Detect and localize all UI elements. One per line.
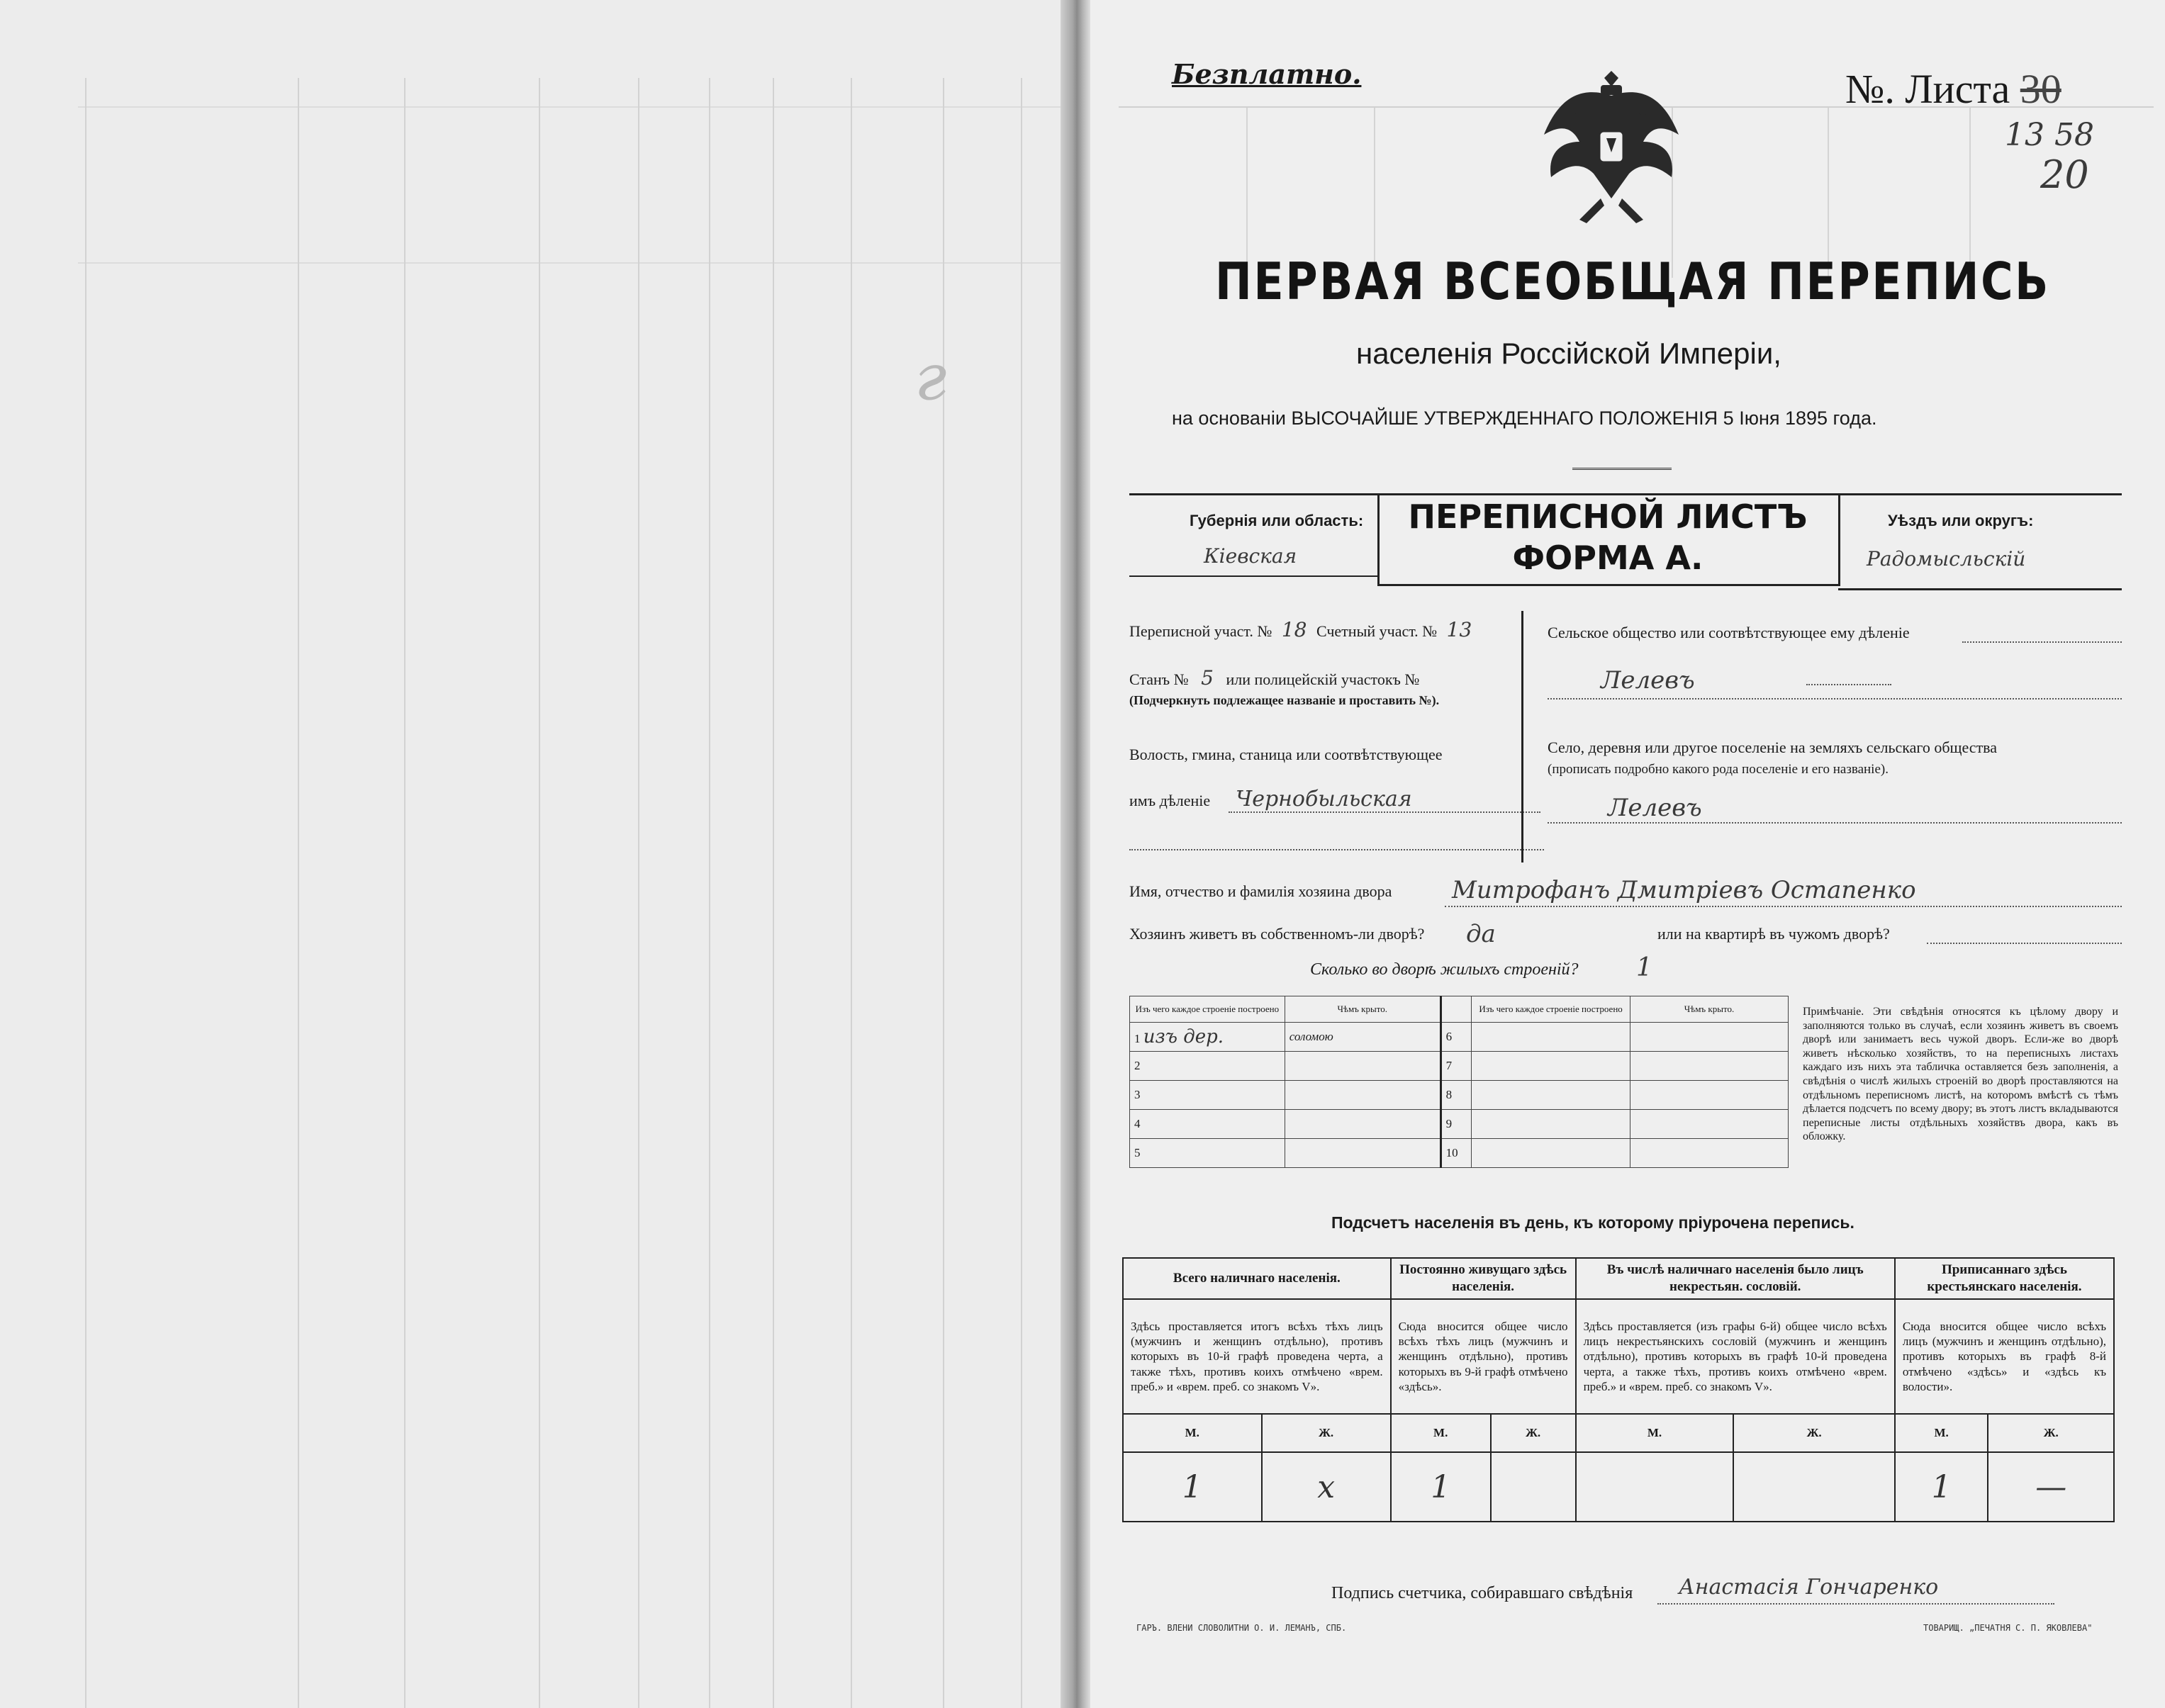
buildings-row: 2 7 xyxy=(1130,1052,1789,1081)
volost-value: Чернобыльская xyxy=(1236,787,1412,811)
ornament-divider xyxy=(1572,468,1672,477)
population-desc-non-peasant: Здѣсь проставляется (изъ графы 6-й) общее число всѣхъ лицъ некрестьянскихъ сословій (мужчинъ и женщинъ отдѣльно), противъ которыхъ въ графѣ 10-й проведена черта, а также тѣхъ, противъ коихъ отмѣчено «врем. преб.» и «врем. преб. со знакомъ V». xyxy=(1576,1299,1895,1414)
building-material: изъ дер. xyxy=(1143,1026,1224,1047)
double-headed-eagle-emblem xyxy=(1530,57,1693,227)
sheet-number-label: №. Листа xyxy=(1845,66,2010,112)
rural-society-label: Сельское общество или соотвѣтствующее ему дѣленіе xyxy=(1548,624,1910,641)
form-title xyxy=(1377,496,1838,578)
province-value: Кіевская xyxy=(1204,544,1297,568)
buildings-row: 1 изъ дер. соломою 6 xyxy=(1130,1023,1789,1052)
count-area-value: 13 xyxy=(1446,618,1472,641)
sex-label-m: М. xyxy=(1391,1414,1491,1452)
owner-value: Митрофанъ Дмитріевъ Остапенко xyxy=(1452,876,1916,904)
total-female-count: х xyxy=(1262,1452,1391,1522)
buildings-row: 5 10 xyxy=(1130,1139,1789,1168)
total-male-count: 1 xyxy=(1123,1452,1262,1522)
buildings-label: Сколько во дворѣ жилыхъ строеній? xyxy=(1310,960,1579,979)
census-area-field: Переписной участ. № 18 Счетный участ. № 13 xyxy=(1129,618,1472,641)
sex-label-f: Ж. xyxy=(1733,1414,1894,1452)
buildings-note: Примѣчаніе. Эти свѣдѣнія относятся къ цѣлому двору и заполняются только въ случаѣ, если хозяинъ живетъ въ своемъ дворѣ или занимаетъ весь чужой дворъ. Если-же во дворѣ живетъ нѣсколько хозяйствъ, то на переписныхъ листахъ каждаго изъ нихъ эта табличка оставляется безъ заполненія, а свѣдѣнія о числѣ жилыхъ строеній во дворѣ проставляются на отдѣльномъ переписномъ листѣ, на которомъ вмѣстѣ съ тѣмъ дѣлается подсчетъ по всему двору; въ этотъ листъ вкладываются переписные листы отдѣльныхъ хозяйствъ двора, какъ въ обложку. xyxy=(1803,1006,2118,1143)
buildings-row: 4 9 xyxy=(1130,1110,1789,1139)
signature-label: Подпись счетчика, собиравшаго свѣдѣнія xyxy=(1331,1584,1633,1602)
faint-mark: г xyxy=(914,340,947,415)
rents-label: или на квартирѣ въ чужомъ дворѣ? xyxy=(1657,925,1890,943)
census-subtitle: населенія Россійской Имперіи, xyxy=(1356,337,1781,370)
left-page xyxy=(0,0,1061,1708)
bleed-through-grid xyxy=(0,0,1061,1708)
population-table xyxy=(1122,1257,2115,1522)
population-col-non-peasant: Въ числѣ наличнаго населенія было лицъ некрестьян. сословій. xyxy=(1576,1258,1895,1299)
buildings-col-roof: Чѣмъ крыто. xyxy=(1285,996,1440,1023)
population-desc-permanent: Сюда вносится общее число всѣхъ тѣхъ лицъ (мужчинъ и женщинъ отдѣльно), противъ которыхъ въ 9-й графѣ отмѣчено «здѣсь». xyxy=(1391,1299,1576,1414)
rural-society-value: Лелевъ xyxy=(1601,666,1695,695)
census-legal-basis: на основаніи ВЫСОЧАЙШЕ УТВЕРЖДЕННАГО ПОЛОЖЕНІЯ 5 Іюня 1895 года. xyxy=(1172,408,1877,429)
population-desc-total: Здѣсь проставляется итогъ всѣхъ тѣхъ лицъ (мужчинъ и женщинъ отдѣльно), противъ которыхъ въ 10-й графѣ проведена черта, а также тѣхъ, противъ коихъ отмѣчено «врем. преб.» и «врем. преб. со знакомъ V». xyxy=(1123,1299,1391,1414)
registered-male-count: 1 xyxy=(1895,1452,1988,1522)
sex-label-f: Ж. xyxy=(1988,1414,2114,1452)
signature-value: Анастасія Гончаренко xyxy=(1679,1575,1939,1600)
buildings-col-built: Изъ чего каждое строеніе построено xyxy=(1130,996,1285,1023)
book-spine xyxy=(1061,0,1090,1708)
buildings-col-roof-2: Чѣмъ крыто. xyxy=(1630,996,1788,1023)
village-label: Село, деревня или другое поселеніе на земляхъ сельскаго общества xyxy=(1548,738,1998,756)
buildings-value: 1 xyxy=(1636,953,1652,982)
population-title: Подсчетъ населенія въ день, къ которому пріурочена перепись. xyxy=(1331,1213,1854,1232)
printer-footer-right: ТОВАРИЩ. „ПЕЧАТНЯ С. П. ЯКОВЛЕВА" xyxy=(1923,1623,2093,1633)
sex-label-f: Ж. xyxy=(1262,1414,1391,1452)
building-roof: соломою xyxy=(1285,1023,1440,1052)
sex-label-m: М. xyxy=(1895,1414,1988,1452)
lives-value: да xyxy=(1466,920,1496,948)
population-col-total: Всего наличнаго населенія. xyxy=(1123,1258,1391,1299)
right-page xyxy=(1090,0,2165,1708)
handwritten-sheet-number-1: 13 58 xyxy=(2005,117,2094,153)
census-title: ПЕРВАЯ ВСЕОБЩАЯ ПЕРЕПИСЬ xyxy=(1215,252,2050,311)
village-value: Лелевъ xyxy=(1608,794,1702,822)
permanent-female-count xyxy=(1491,1452,1576,1522)
printer-footer-left: ГАРЪ. ВЛЕНИ СЛОВОЛИТНИ О. И. ЛЕМАНЪ, СПБ. xyxy=(1136,1623,1347,1633)
lives-label: Хозяинъ живетъ въ собственномъ-ли дворѣ? xyxy=(1129,925,1425,943)
district-value: Радомысльскій xyxy=(1867,547,2026,571)
stan-note: (Подчеркнуть подлежащее названіе и проставить №). xyxy=(1129,693,1440,707)
sex-label-f: Ж. xyxy=(1491,1414,1576,1452)
population-col-permanent: Постоянно живущаго здѣсь населенія. xyxy=(1391,1258,1576,1299)
sheet-number-value: 30 xyxy=(2020,66,2061,112)
village-note: (прописать подробно какого рода поселеніе и его названіе). xyxy=(1548,762,1889,777)
sheet-number xyxy=(1845,65,2061,113)
census-area-value: 18 xyxy=(1281,618,1307,641)
form-title-line-1: ПЕРЕПИСНОЙ ЛИСТЪ xyxy=(1408,498,1808,536)
volost-label: Волость, гмина, станица или соотвѣтствующее xyxy=(1129,746,1443,763)
stan-value: 5 xyxy=(1201,666,1214,690)
sex-label-m: М. xyxy=(1123,1414,1262,1452)
population-values-row xyxy=(1123,1452,2114,1522)
buildings-col-built-2: Изъ чего каждое строеніе построено xyxy=(1472,996,1630,1023)
buildings-table xyxy=(1129,996,1789,1168)
registered-female-count: — xyxy=(1988,1452,2114,1522)
province-label: Губернія или область: xyxy=(1190,512,1364,529)
non-peasant-female-count xyxy=(1733,1452,1894,1522)
volost-label-2: имъ дѣленіе xyxy=(1129,792,1211,809)
population-desc-registered: Сюда вносится общее число всѣхъ лицъ (мужчинъ и женщинъ отдѣльно), противъ которыхъ въ графѣ 8-й отмѣчено «здѣсь» и «здѣсь къ волости». xyxy=(1895,1299,2114,1414)
district-label: Уѣздъ или округъ: xyxy=(1888,512,2034,529)
permanent-male-count: 1 xyxy=(1391,1452,1491,1522)
form-title-line-2: ФОРМА А. xyxy=(1512,539,1704,577)
population-col-registered: Приписаннаго здѣсь крестьянскаго населенія. xyxy=(1895,1258,2114,1299)
sex-label-m: М. xyxy=(1576,1414,1734,1452)
stan-field: Станъ № 5 или полицейскій участокъ № xyxy=(1129,666,1420,690)
non-peasant-male-count xyxy=(1576,1452,1734,1522)
buildings-row: 3 8 xyxy=(1130,1081,1789,1110)
free-label: Безплатно. xyxy=(1172,58,1362,90)
owner-label: Имя, отчество и фамилія хозяина двора xyxy=(1129,882,1392,900)
handwritten-sheet-number-2: 20 xyxy=(2040,152,2089,197)
